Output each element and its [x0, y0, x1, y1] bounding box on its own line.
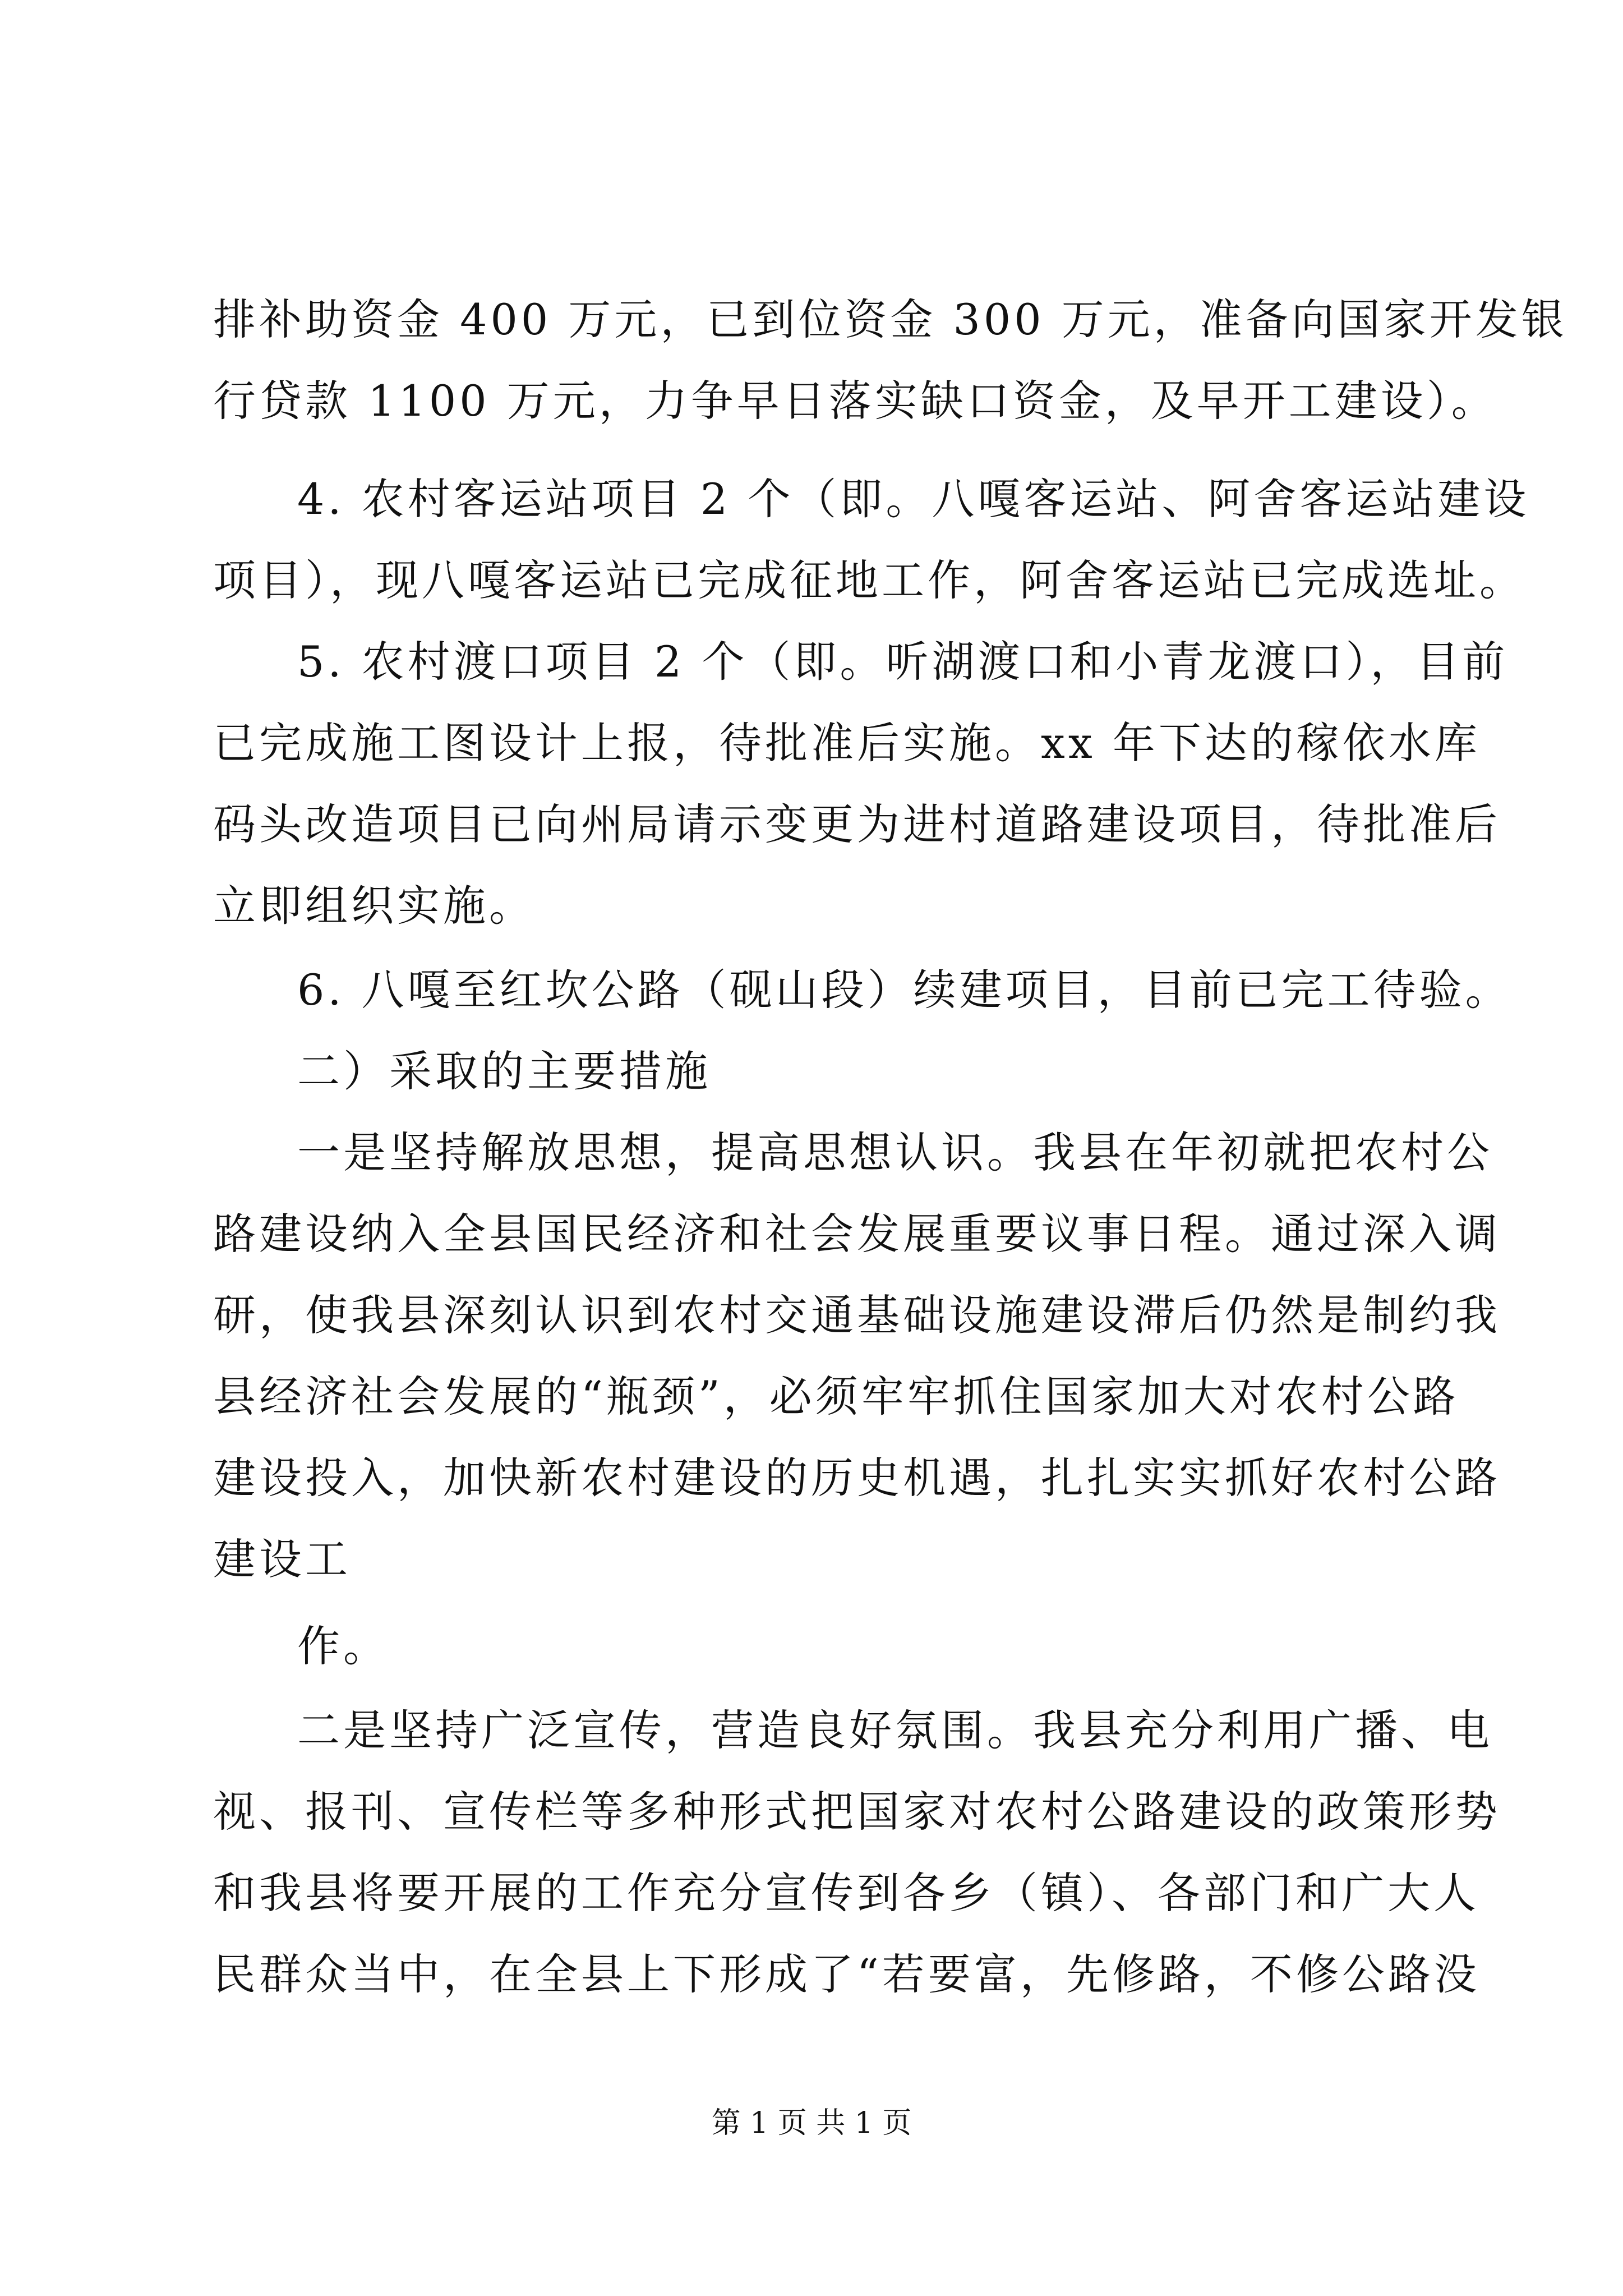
section-heading: 二）采取的主要措施: [297, 1046, 711, 1096]
text-line: 立即组织实施。: [213, 881, 535, 931]
text-line: 作。: [297, 1621, 389, 1671]
text-line: 路建设纳入全县国民经济和社会发展重要议事日程。通过深入调: [213, 1209, 1501, 1259]
text-line: 排补助资金 400 万元，已到位资金 300 万元，准备向国家开发银: [213, 295, 1567, 344]
text-line: 码头改造项目已向州局请示变更为进村道路建设项目，待批准后: [213, 799, 1501, 849]
text-line: 视、报刊、宣传栏等多种形式把国家对农村公路建设的政策形势: [213, 1787, 1501, 1837]
text-line: 6. 八嘎至红坎公路（砚山段）续建项目，目前已完工待验。: [297, 965, 1511, 1015]
text-line: 一是坚持解放思想，提高思想认识。我县在年初就把农村公: [297, 1128, 1493, 1177]
page-footer: 第 1 页 共 1 页: [711, 2106, 912, 2140]
text-line: 4. 农村客运站项目 2 个（即。八嘎客运站、阿舍客运站建设: [297, 474, 1530, 524]
text-line: 研，使我县深刻认识到农村交通基础设施建设滞后仍然是制约我: [213, 1290, 1501, 1340]
text-line: 行贷款 1100 万元，力争早日落实缺口资金，及早开工建设）。: [213, 376, 1497, 426]
text-line: 县经济社会发展的“瓶颈”，必须牢牢抓住国家加大对农村公路: [213, 1372, 1459, 1421]
text-line: 二是坚持广泛宣传，营造良好氛围。我县充分利用广播、电: [297, 1705, 1493, 1755]
text-line: 项目），现八嘎客运站已完成征地工作，阿舍客运站已完成选址。: [213, 555, 1525, 605]
text-line: 已完成施工图设计上报，待批准后实施。xx 年下达的稼依水库: [213, 718, 1481, 768]
text-line: 5. 农村渡口项目 2 个（即。听湖渡口和小青龙渡口），目前: [297, 637, 1509, 687]
text-line: 建设投入，加快新农村建设的历史机遇，扎扎实实抓好农村公路: [213, 1453, 1501, 1503]
text-line: 和我县将要开展的工作充分宣传到各乡（镇）、各部门和广大人: [213, 1868, 1479, 1918]
text-line: 民群众当中，在全县上下形成了“若要富，先修路，不修公路没: [213, 1949, 1480, 1999]
text-line: 建设工: [213, 1534, 351, 1584]
